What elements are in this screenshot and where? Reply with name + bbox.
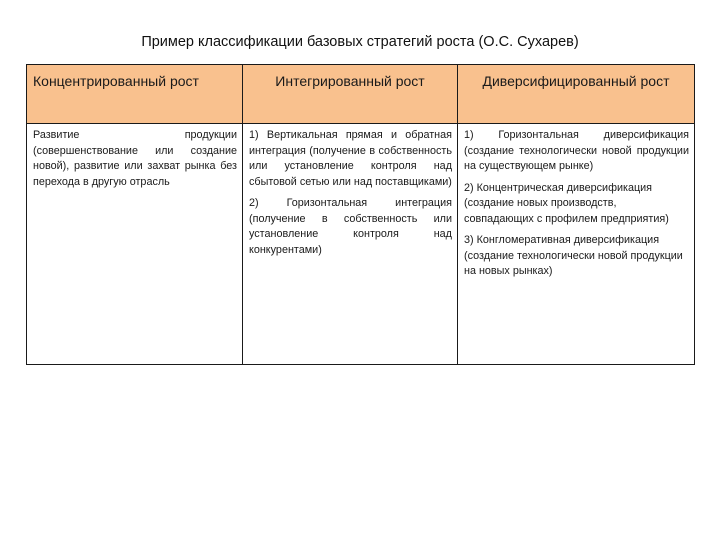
integrated-item-vertical: 1) Вертикальная прямая и обратная интеграция (получение в собственность или установление контроля над сбытовой сетью или над поставщиками) [249,129,452,188]
integrated-item-horizontal: 2) Горизонтальная интеграция (получение в собственность или установление контроля над конкурентами) [249,197,452,256]
cell-diversified-growth [458,124,695,365]
cell-integrated-growth [243,124,458,365]
diversified-item-horizontal: 1) Горизонтальная диверсификация (создание технологически новой продукции на существующем рынке) [464,129,689,172]
diversified-item-concentric: 2) Концентрическая диверсификация (создание новых производств, совпадающих с профилем предприятия) [464,181,669,225]
header-diversified-growth: Диверсифицированный рост [458,65,695,124]
header-integrated-growth: Интегрированный рост [243,65,458,124]
cell-concentrated-growth [27,124,243,365]
concentrated-growth-text: Развитие продукции (совершенствование или создание новой), развитие или захват рынка без перехода в другую отрасль [33,129,237,188]
table-header-row [27,65,695,124]
table-row [27,124,695,365]
page-title: Пример классификации базовых стратегий роста (О.С. Сухарев) [141,34,579,50]
header-concentrated-growth: Концентрированный рост [27,65,243,124]
strategy-table [26,64,695,365]
diversified-item-conglomerate: 3) Конгломеративная диверсификация (создание технологически новой продукции на новых рынках) [464,234,683,277]
